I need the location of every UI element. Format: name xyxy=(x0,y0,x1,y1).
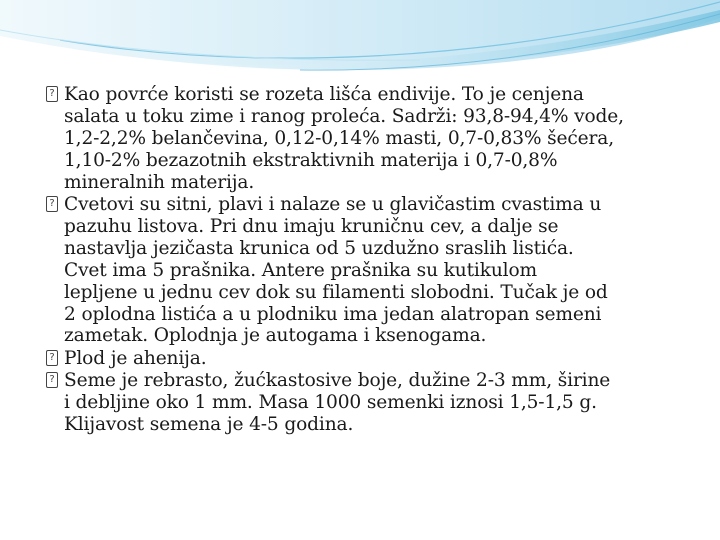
missing-glyph-bullet-icon: ? xyxy=(46,86,58,102)
missing-glyph-bullet-icon: ? xyxy=(46,196,58,212)
missing-glyph-bullet-icon: ? xyxy=(46,372,58,388)
slide-body xyxy=(46,84,696,437)
paragraph-1 xyxy=(46,84,696,194)
text-line: Cvetovi su sitni, plavi i nalaze se u glavičastim cvastima u xyxy=(64,194,602,216)
text-line: Kao povrće koristi se rozeta lišća endivije. To je cenjena xyxy=(64,84,584,105)
text-line: lepljene u jednu cev dok su filamenti slobodni. Tučak je od xyxy=(64,281,608,303)
text-line: Seme je rebrasto, žućkastosive boje, dužine 2-3 mm, širine xyxy=(64,370,611,392)
missing-glyph-bullet-icon: ? xyxy=(46,350,58,366)
paragraph-2 xyxy=(46,194,696,347)
text-line: 1,10-2% bezazotnih ekstraktivnih materija i 0,7-0,8% xyxy=(64,149,558,171)
text-line: i debljine oko 1 mm. Masa 1000 semenki iznosi 1,5-1,5 g. xyxy=(64,392,597,414)
text-line: Plod je ahenija. xyxy=(64,347,207,369)
text-line: nastavlja jezičasta krunica od 5 uzdužno sraslih listića. xyxy=(64,237,574,259)
text-line: Klijavost semena je 4-5 godina. xyxy=(64,414,354,436)
text-line: 1,2-2,2% belančevina, 0,12-0,14% masti, 0,7-0,83% šećera, xyxy=(64,127,614,149)
text-line: Cvet ima 5 prašnika. Antere prašnika su kutikulom xyxy=(64,259,537,281)
text-line: mineralnih materija. xyxy=(64,171,255,193)
text-line: pazuhu listova. Pri dnu imaju kruničnu cev, a dalje se xyxy=(64,215,559,237)
paragraph-3 xyxy=(46,348,696,370)
text-line: zametak. Oplodnja je autogama i ksenogama. xyxy=(64,325,487,347)
text-line: salata u toku zime i ranog proleća. Sadrži: 93,8-94,4% vode, xyxy=(64,105,624,127)
paragraph-4 xyxy=(46,370,696,436)
text-line: 2 oplodna listića a u plodniku ima jedan alatropan semeni xyxy=(64,303,602,325)
